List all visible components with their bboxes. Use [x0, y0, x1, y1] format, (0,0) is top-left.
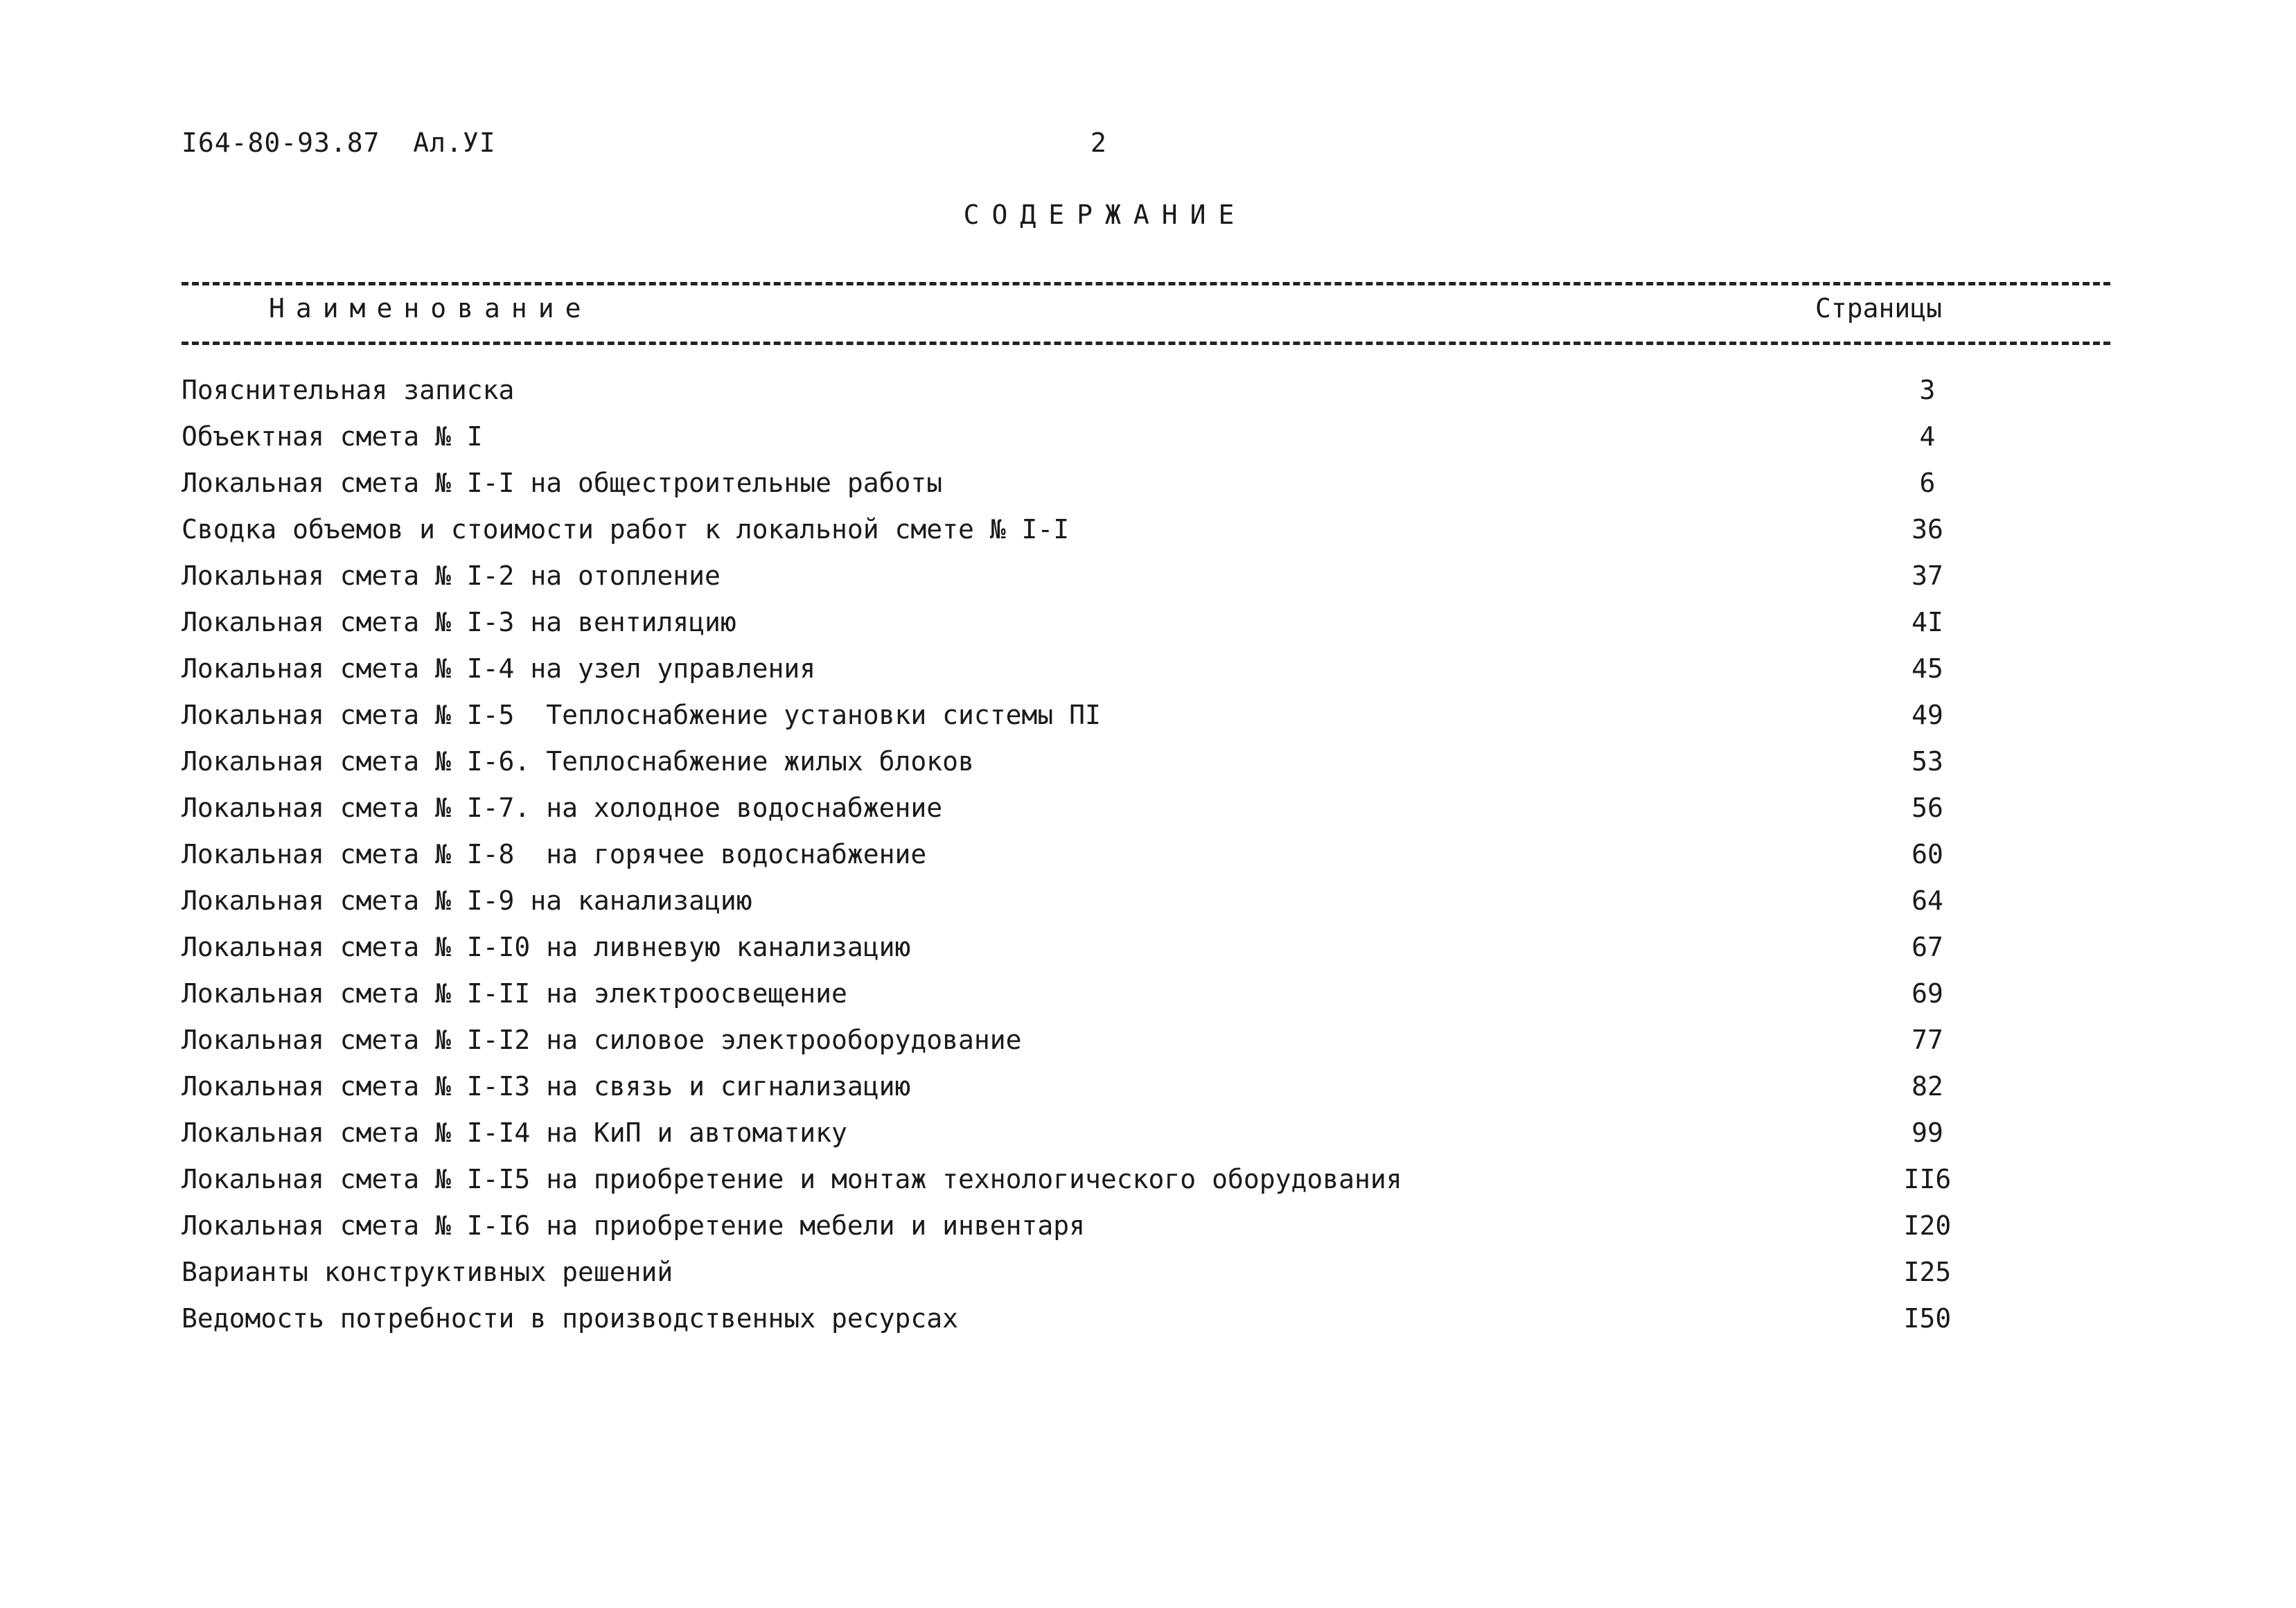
- toc-entry-page: 3: [1919, 375, 1936, 405]
- toc-entry: [182, 466, 1955, 512]
- toc-entry: [182, 1162, 1955, 1208]
- toc-entry: [182, 512, 1955, 558]
- toc-list: [182, 373, 1955, 1348]
- toc-entry-page: 56: [1911, 793, 1943, 823]
- toc-entry: [182, 1255, 1955, 1301]
- toc-entry-page: I20: [1903, 1210, 1952, 1241]
- toc-entry-page: I50: [1903, 1303, 1952, 1334]
- toc-entry-name: Локальная смета № I-9 на канализацию: [182, 885, 752, 916]
- column-header-pages: Страницы: [1815, 293, 1943, 324]
- toc-entry: [182, 1208, 1955, 1255]
- toc-entry-name: Пояснительная записка: [182, 375, 515, 405]
- page-number: 2: [1090, 127, 1106, 158]
- toc-entry: [182, 976, 1955, 1023]
- toc-entry-name: Локальная смета № I-I5 на приобретение и монтаж технологического оборудования: [182, 1164, 1402, 1194]
- toc-entry-page: II6: [1903, 1164, 1952, 1194]
- toc-entry-name: Локальная смета № I-7. на холодное водоснабжение: [182, 793, 943, 823]
- toc-entry-name: Локальная смета № I-6. Теплоснабжение жилых блоков: [182, 746, 974, 777]
- toc-entry: [182, 1115, 1955, 1162]
- toc-entry: [182, 1069, 1955, 1115]
- toc-entry-page: 37: [1911, 560, 1943, 591]
- toc-entry: [182, 419, 1955, 466]
- toc-entry-name: Объектная смета № I: [182, 421, 483, 452]
- toc-entry-name: Локальная смета № I-I0 на ливневую канализацию: [182, 932, 911, 962]
- toc-entry-name: Локальная смета № I-I на общестроительные работы: [182, 468, 943, 498]
- toc-entry: [182, 930, 1955, 976]
- document-code: I64-80-93.87 Ал.УI: [182, 127, 496, 158]
- toc-entry-name: Локальная смета № I-3 на вентиляцию: [182, 607, 736, 637]
- toc-entry-name: Локальная смета № I-2 на отопление: [182, 560, 721, 591]
- toc-entry-name: Локальная смета № I-I2 на силовое электрооборудование: [182, 1025, 1022, 1055]
- toc-entry-page: 67: [1911, 932, 1943, 962]
- toc-entry-page: 36: [1911, 514, 1943, 545]
- toc-entry-page: 60: [1911, 839, 1943, 869]
- toc-entry: [182, 1023, 1955, 1069]
- toc-entry: [182, 373, 1955, 419]
- toc-entry: [182, 605, 1955, 651]
- toc-entry-page: 77: [1911, 1025, 1943, 1055]
- toc-entry-page: 45: [1911, 653, 1943, 684]
- toc-entry-name: Сводка объемов и стоимости работ к локальной смете № I-I: [182, 514, 1070, 545]
- toc-entry: [182, 651, 1955, 698]
- toc-entry-page: 82: [1911, 1071, 1943, 1102]
- toc-entry-name: Локальная смета № I-8 на горячее водоснабжение: [182, 839, 927, 869]
- toc-entry-page: 53: [1911, 746, 1943, 777]
- toc-entry: [182, 790, 1955, 837]
- toc-entry-name: Локальная смета № I-5 Теплоснабжение установки системы ПI: [182, 700, 1101, 730]
- toc-entry-name: Локальная смета № I-4 на узел управления: [182, 653, 816, 684]
- toc-entry-page: 69: [1911, 978, 1943, 1009]
- header-top-dashed-rule: [182, 282, 2110, 285]
- toc-entry-page: 4I: [1911, 607, 1943, 637]
- toc-entry-page: 4: [1919, 421, 1936, 452]
- toc-entry: [182, 1301, 1955, 1348]
- toc-entry-name: Локальная смета № I-II на электроосвещение: [182, 978, 847, 1009]
- header-bottom-dashed-rule: [182, 342, 2110, 345]
- toc-entry: [182, 837, 1955, 883]
- toc-entry: [182, 558, 1955, 605]
- table-of-contents-title: СОДЕРЖАНИЕ: [963, 200, 1247, 230]
- toc-entry-name: Локальная смета № I-I3 на связь и сигнализацию: [182, 1071, 911, 1102]
- toc-entry-name: Ведомость потребности в производственных ресурсах: [182, 1303, 959, 1334]
- column-header-name: Наименование: [269, 293, 592, 324]
- toc-entry: [182, 883, 1955, 930]
- toc-entry-page: 49: [1911, 700, 1943, 730]
- toc-entry-name: Локальная смета № I-I6 на приобретение мебели и инвентаря: [182, 1210, 1086, 1241]
- toc-entry: [182, 744, 1955, 790]
- toc-entry-name: Локальная смета № I-I4 на КиП и автоматику: [182, 1117, 847, 1148]
- toc-entry-page: I25: [1903, 1257, 1952, 1287]
- toc-entry-page: 6: [1919, 468, 1936, 498]
- toc-entry-name: Варианты конструктивных решений: [182, 1257, 673, 1287]
- toc-entry-page: 64: [1911, 885, 1943, 916]
- toc-entry: [182, 698, 1955, 744]
- toc-entry-page: 99: [1911, 1117, 1943, 1148]
